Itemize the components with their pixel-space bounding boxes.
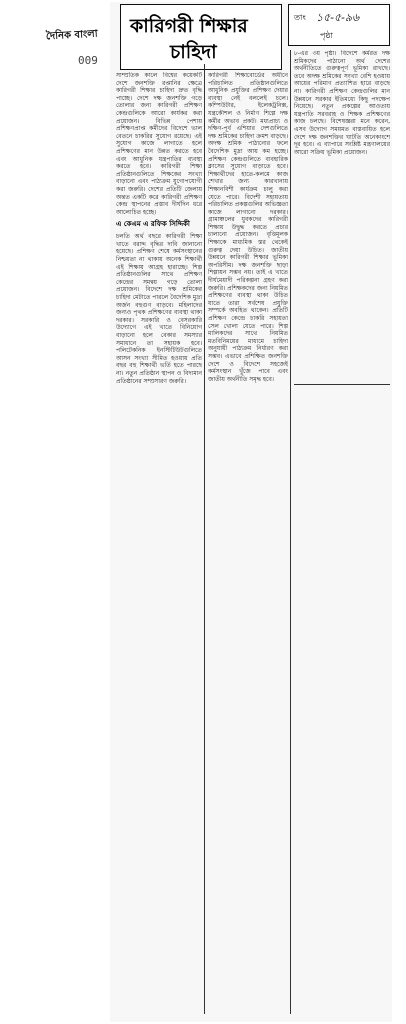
article-column-2 xyxy=(208,72,288,1020)
article-column-3 xyxy=(294,50,390,380)
headline-line1: কারিগরী শিক্ষার xyxy=(130,15,248,37)
column-3-end-rule xyxy=(294,384,390,385)
page-label: পৃষ্ঠা xyxy=(320,31,333,40)
column-rule-1 xyxy=(204,64,205,1014)
column-3-text: ৮-এর ৩য় পৃষ্ঠা। বিদেশে কর্মরত দক্ষ শ্রমিকদের পাঠানো অর্থ দেশের অর্থনীতিতে গুরুত্বপূর্ণ ভূমিকা রাখছে। তবে অদক্ষ শ্রমিকের সংখ্যা বেশি হওয়ায় আয়ের পরিমাণ প্রত্যাশিত হারে বাড়ছে না। কারিগরী প্রশিক্ষণ কেন্দ্রগুলির মান উন্নয়নে সরকার ইতিমধ্যে কিছু পদক্ষেপ নিয়েছে। নতুন প্রকল্পের আওতায় যন্ত্রপাতি সরবরাহ ও শিক্ষক প্রশিক্ষণের কাজ চলছে। বিশেষজ্ঞরা মনে করেন, এসব উদ্যোগ সময়মত বাস্তবায়িত হলে দেশে দক্ষ জনশক্তির ঘাটতি অনেকাংশে দূর হবে। এ ব্যাপারে সংশ্লিষ্ট মন্ত্রণালয়ের আরো সক্রিয় ভূমিকা প্রয়োজন। xyxy=(294,50,390,156)
column-1-top-text: সাম্প্রতিক কালে বিশ্বের কয়েকটি দেশে জনশক্তি রপ্তানির ক্ষেত্রে কারিগরী শিক্ষার চাহিদা দ্রুত বৃদ্ধি পাচ্ছে। দেশে দক্ষ জনশক্তি গড়ে তোলার জন্য কারিগরী প্রশিক্ষণ কেন্দ্রগুলিকে আরো কার্যকর করা প্রয়োজন। বিভিন্ন পেশায় প্রশিক্ষণপ্রাপ্ত কর্মীদের বিদেশে ভাল বেতনে চাকরির সুযোগ রয়েছে। এই সুযোগ কাজে লাগাতে হলে প্রশিক্ষণের মান উন্নত করতে হবে এবং আধুনিক যন্ত্রপাতির ব্যবস্থা করতে হবে। কারিগরী শিক্ষা প্রতিষ্ঠানগুলিতে শিক্ষকের সংখ্যা বাড়ানো এবং পাঠ্যক্রম যুগোপযোগী করা জরুরি। দেশের প্রতিটি জেলায় অন্তত একটি করে কারিগরী প্রশিক্ষণ কেন্দ্র স্থাপনের প্রস্তাব দীর্ঘদিন ধরে আলোচিত হচ্ছে। xyxy=(116,72,202,216)
article-column-1 xyxy=(116,72,202,1020)
byline: এ কেএম এ রফিক সিদ্দিকী xyxy=(116,220,190,229)
date-value: ১৫-৫-৯৬ xyxy=(316,11,360,24)
column-rule-2 xyxy=(290,50,291,1014)
headline-line2: চাহিদা xyxy=(170,41,217,63)
publication-name: দৈনিক বাংলা xyxy=(45,28,98,43)
page-number: 009 xyxy=(78,54,98,67)
column-1-bottom-text: চলতি অর্থ বছরে কারিগরী শিক্ষা খাতে বরাদ্দ বৃদ্ধির দাবি জানানো হয়েছে। প্রশিক্ষণ শেষে কর্মসংস্থানের নিশ্চয়তা না থাকায় অনেক শিক্ষার্থী এই শিক্ষায় আগ্রহ হারাচ্ছে। শিল্প প্রতিষ্ঠানগুলির সাথে প্রশিক্ষণ কেন্দ্রের সমন্বয় গড়ে তোলা প্রয়োজন। বিদেশে দক্ষ শ্রমিকের চাহিদা মেটাতে পারলে বৈদেশিক মুদ্রা অর্জন বহুগুণ বাড়বে। মহিলাদের জন্যও পৃথক প্রশিক্ষণের ব্যবস্থা থাকা দরকার। সরকারি ও বেসরকারি উদ্যোগে এই খাতে বিনিয়োগ বাড়ানো হলে বেকার সমস্যার সমাধানে তা সহায়ক হবে। পলিটেকনিক ইনস্টিটিউটগুলিতে আসন সংখ্যা সীমিত হওয়ায় প্রতি বছর বহু শিক্ষার্থী ভর্তি হতে পারছে না। নতুন প্রতিষ্ঠান স্থাপন ও বিদ্যমান প্রতিষ্ঠানের সম্প্রসারণ জরুরি। xyxy=(116,233,202,385)
column-2-text: কারিগরী শিক্ষাবোর্ডের অধীনে পরিচালিত প্রতিষ্ঠানগুলিতে আধুনিক প্রযুক্তির প্রশিক্ষণ দেয়ার ব্যবস্থা নেই বললেই চলে। কম্পিউটার, ইলেকট্রনিক্স, যন্ত্রকৌশল ও নির্মাণ শিল্পে দক্ষ কর্মীর অভাব প্রকট। মধ্যপ্রাচ্য ও দক্ষিণ-পূর্ব এশিয়ার দেশগুলিতে দক্ষ শ্রমিকের চাহিদা ক্রমশ বাড়ছে। অদক্ষ শ্রমিক পাঠানোর ফলে বৈদেশিক মুদ্রা আয় কম হচ্ছে। প্রশিক্ষণ কেন্দ্রগুলিতে ব্যবহারিক ক্লাসের সুযোগ বাড়াতে হবে। শিক্ষার্থীদের হাতে-কলমে কাজ শেখার জন্য কারখানায় শিক্ষানবিশী কার্যক্রম চালু করা যেতে পারে। বিদেশী সহায়তায় পরিচালিত প্রকল্পগুলির অভিজ্ঞতা কাজে লাগানো দরকার। গ্রামাঞ্চলের যুবকদের কারিগরী শিক্ষায় উদ্বুদ্ধ করতে প্রচার চালানো প্রয়োজন। বৃত্তিমূলক শিক্ষাকে মাধ্যমিক স্তর থেকেই গুরুত্ব দেয়া উচিত। জাতীয় উন্নয়নে কারিগরী শিক্ষার ভূমিকা অপরিসীম। দক্ষ জনশক্তি ছাড়া শিল্পায়ন সম্ভব নয়। তাই এ খাতে দীর্ঘমেয়াদী পরিকল্পনা গ্রহণ করা জরুরি। প্রশিক্ষকদের জন্য নিয়মিত প্রশিক্ষণের ব্যবস্থা থাকা উচিত যাতে তারা সর্বশেষ প্রযুক্তি সম্পর্কে অবহিত থাকেন। প্রতিটি প্রশিক্ষণ কেন্দ্রে চাকরি সহায়তা সেল খোলা যেতে পারে। শিল্প মালিকদের সাথে নিয়মিত মতবিনিময়ের মাধ্যমে চাহিদা অনুযায়ী পাঠ্যক্রম নির্ধারণ করা সম্ভব। এভাবে প্রশিক্ষিত জনশক্তি দেশে ও বিদেশে সহজেই কর্মসংস্থান খুঁজে পাবে এবং জাতীয় অর্থনীতি সমৃদ্ধ হবে। xyxy=(208,72,288,383)
date-label: তাং xyxy=(294,13,306,22)
